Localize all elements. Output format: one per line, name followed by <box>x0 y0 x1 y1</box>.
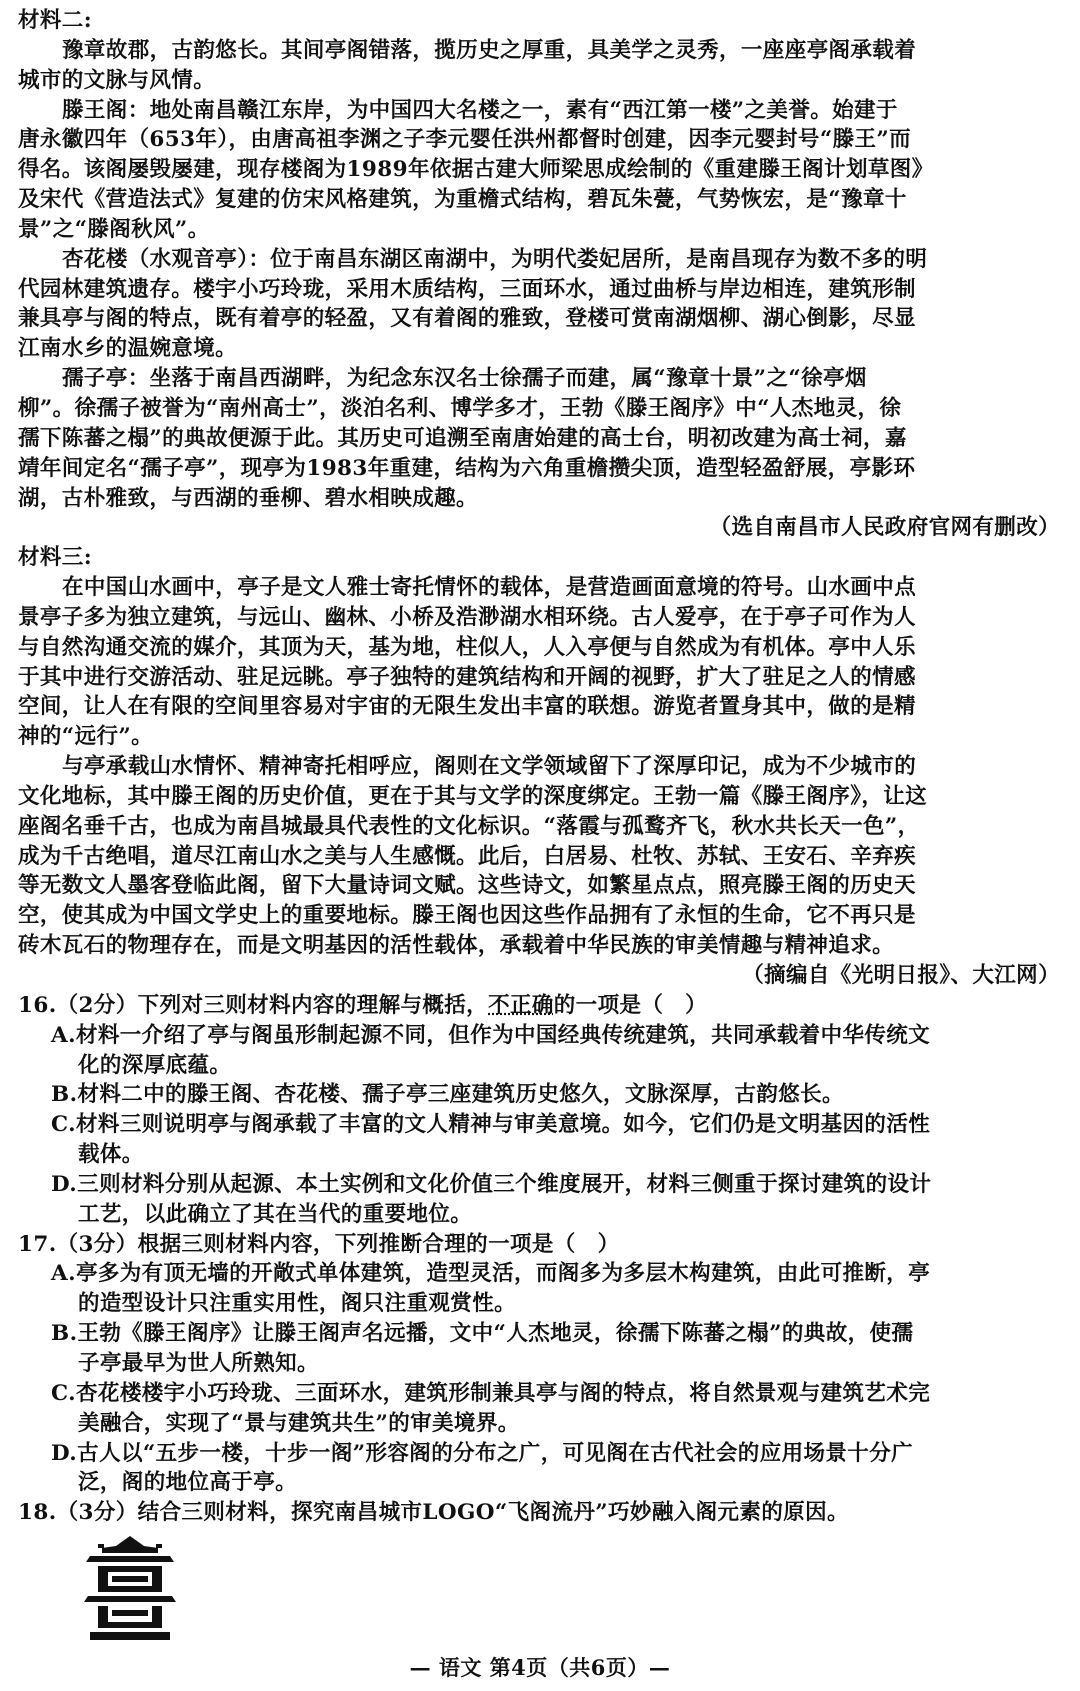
material2-line: 代园林建筑遗存。楼宇小巧玲珑，采用木质结构，三面环水，通过曲桥与岸边相连，建筑形制 <box>18 276 916 302</box>
question-16-option-c: C.材料三则说明亭与阁承载了丰富的文人精神与审美意境。如今，它们仍是文明基因的活性 <box>51 1112 931 1138</box>
material2-line: 孺下陈蕃之榻”的典故便源于此。其历史可追溯至南唐始建的高士台，明初改建为高士祠，嘉 <box>18 425 907 451</box>
material2-line: 杏花楼（水观音亭）：位于南昌东湖区南湖中，为明代娄妃居所，是南昌现存为数不多的明 <box>62 246 928 272</box>
material2-heading: 材料二: <box>18 8 93 33</box>
question-16-stem-b: 的一项是（ ） <box>553 992 708 1018</box>
question-17-option-a-cont: 的造型设计只注重实用性，阁只注重观赏性。 <box>78 1291 517 1317</box>
exam-page <box>18 6 1068 1528</box>
material2-source: （选自南昌市人民政府官网有删改） <box>709 515 1060 541</box>
material3-line: 空间，让人在有限的空间里容易对宇宙的无限生发出丰富的联想。游览者置身其中，做的是精 <box>18 694 916 720</box>
material3-line: 砖木瓦石的物理存在，而是文明基因的活性载体，承载着中华民族的审美情趣与精神追求。 <box>18 933 895 959</box>
question-16-stem-a: 16.（2分）下列对三则材料内容的理解与概括， <box>18 992 489 1018</box>
question-17-option-c: C.杏花楼楼宇小巧玲珑、三面环水，建筑形制兼具亭与阁的特点，将自然景观与建筑艺术完 <box>51 1380 931 1406</box>
material2-line: 江南水乡的温婉意境。 <box>18 336 238 362</box>
material2-line: 唐永徽四年（653年），由唐高祖李渊之子李元婴任洪州都督时创建，因李元婴封号“滕王”而 <box>18 127 912 153</box>
question-16-option-b: B.材料二中的滕王阁、杏花楼、孺子亭三座建筑历史悠久，文脉深厚，古韵悠长。 <box>51 1082 844 1108</box>
question-16-option-d-cont: 工艺，以此确立了其在当代的重要地位。 <box>78 1201 473 1227</box>
question-17-option-d: D.古人以“五步一楼，十步一阁”形容阁的分布之广，可见阁在古代社会的应用场景十分广 <box>51 1440 914 1466</box>
material3-source: （摘编自《光明日报》、大江网） <box>742 963 1060 988</box>
material3-line: 景亭子多为独立建筑，与远山、幽林、小桥及浩渺湖水相环绕。古人爱亭，在于亭子可作为人 <box>18 604 916 630</box>
material3-line: 在中国山水画中，亭子是文人雅士寄托情怀的载体，是营造画面意境的符号。山水画中点 <box>62 575 917 601</box>
question-17-stem: 17.（3分）根据三则材料内容，下列推断合理的一项是（ ） <box>18 1231 620 1257</box>
material2-line: 城市的文脉与风情。 <box>18 67 216 93</box>
nanchang-city-logo <box>84 1536 176 1640</box>
question-18-stem: 18.（3分）结合三则材料，探究南昌城市LOGO“飞阁流丹”巧妙融入阁元素的原因。 <box>18 1500 849 1526</box>
material3-line: 文化地标，其中滕王阁的历史价值，更在于其与文学的深度绑定。王勃一篇《滕王阁序》，让这 <box>18 783 928 809</box>
question-16-stem <box>18 991 1068 1021</box>
material3-line: 成为千古绝唱，道尽江南山水之美与人生感慨。此后，白居易、杜牧、苏轼、王安石、辛弃疾 <box>18 843 916 869</box>
material3-line: 座阁名垂千古，也成为南昌城最具代表性的文化标识。“落霞与孤鹜齐飞，秋水共长天一色”， <box>18 813 920 839</box>
material2-line: 景”之“滕阁秋风”。 <box>18 216 210 242</box>
question-16-option-a-cont: 化的深厚底蕴。 <box>78 1052 232 1078</box>
material3-line: 与自然沟通交流的媒介，其顶为天，基为地，柱似人，人入亭便与自然成为有机体。亭中人乐 <box>18 634 916 660</box>
material2-line: 得名。该阁屡毁屡建，现存楼阁为1989年依据古建大师梁思成绘制的《重建滕王阁计划草图》 <box>18 157 934 183</box>
material2-line: 及宋代《营造法式》复建的仿宋风格建筑，为重檐式结构，碧瓦朱甍，气势恢宏，是“豫章十 <box>18 187 907 213</box>
pavilion-logo-icon <box>84 1536 176 1640</box>
question-16-option-c-cont: 载体。 <box>78 1142 144 1168</box>
material3-line: 等无数文人墨客登临此阁，留下大量诗词文赋。这些诗文，如繁星点点，照亮滕王阁的历史天 <box>18 873 916 899</box>
question-17-option-a: A.亭多为有顶无墙的开敞式单体建筑，造型灵活，而阁多为多层木构建筑，由此可推断，亭 <box>51 1261 931 1287</box>
question-17-option-b-cont: 子亭最早为世人所熟知。 <box>78 1350 319 1376</box>
material3-line: 神的“远行”。 <box>18 724 154 750</box>
material2-line: 湖，古朴雅致，与西湖的垂柳、碧水相映成趣。 <box>18 485 478 511</box>
question-16-option-a: A.材料一介绍了亭与阁虽形制起源不同，但作为中国经典传统建筑，共同承载着中华传统文 <box>51 1022 931 1048</box>
material3-heading: 材料三: <box>18 545 93 571</box>
question-16-emphasis: 不正确 <box>488 992 554 1018</box>
question-17-option-d-cont: 泛，阁的地位高于亭。 <box>78 1470 298 1496</box>
question-17-option-b: B.王勃《滕王阁序》让滕王阁声名远播，文中“人杰地灵，徐孺下陈蕃之榻”的典故，使孺 <box>51 1321 914 1347</box>
question-17-option-c-cont: 美融合，实现了“景与建筑共生”的审美境界。 <box>78 1410 520 1436</box>
material2-line: 豫章故郡，古韵悠长。其间亭阁错落，揽历史之厚重，具美学之灵秀，一座座亭阁承载着 <box>62 37 917 63</box>
material2-line: 孺子亭：坐落于南昌西湖畔，为纪念东汉名士徐孺子而建，属“豫章十景”之“徐亭烟 <box>62 366 867 392</box>
material2-line: 靖年间定名“孺子亭”，现亭为1983年重建，结构为六角重檐攒尖顶，造型轻盈舒展，亭影环 <box>18 455 916 481</box>
page-footer: — 语文 第4页（共6页）— <box>409 1655 671 1680</box>
material2-line: 滕王阁：地处南昌赣江东岸，为中国四大名楼之一，素有“西江第一楼”之美誉。始建于 <box>62 97 898 123</box>
question-16-option-d: D.三则材料分别从起源、本土实例和文化价值三个维度展开，材料三侧重于探讨建筑的设计 <box>51 1171 932 1197</box>
material3-line: 空，使其成为中国文学史上的重要地标。滕王阁也因这些作品拥有了永恒的生命，它不再只是 <box>18 903 916 929</box>
material2-line: 兼具亭与阁的特点，既有着亭的轻盈，又有着阁的雅致，登楼可赏南湖烟柳、湖心倒影，尽显 <box>18 306 916 332</box>
material3-line: 与亭承载山水情怀、精神寄托相呼应，阁则在文学领域留下了深厚印记，成为不少城市的 <box>62 754 917 780</box>
material3-line: 于其中进行交游活动、驻足远眺。亭子独特的建筑结构和开阔的视野，扩大了驻足之人的情感 <box>18 664 916 690</box>
material2-line: 柳”。徐孺子被誉为“南州高士”，淡泊名利、博学多才，王勃《滕王阁序》中“人杰地灵，徐 <box>18 395 902 421</box>
